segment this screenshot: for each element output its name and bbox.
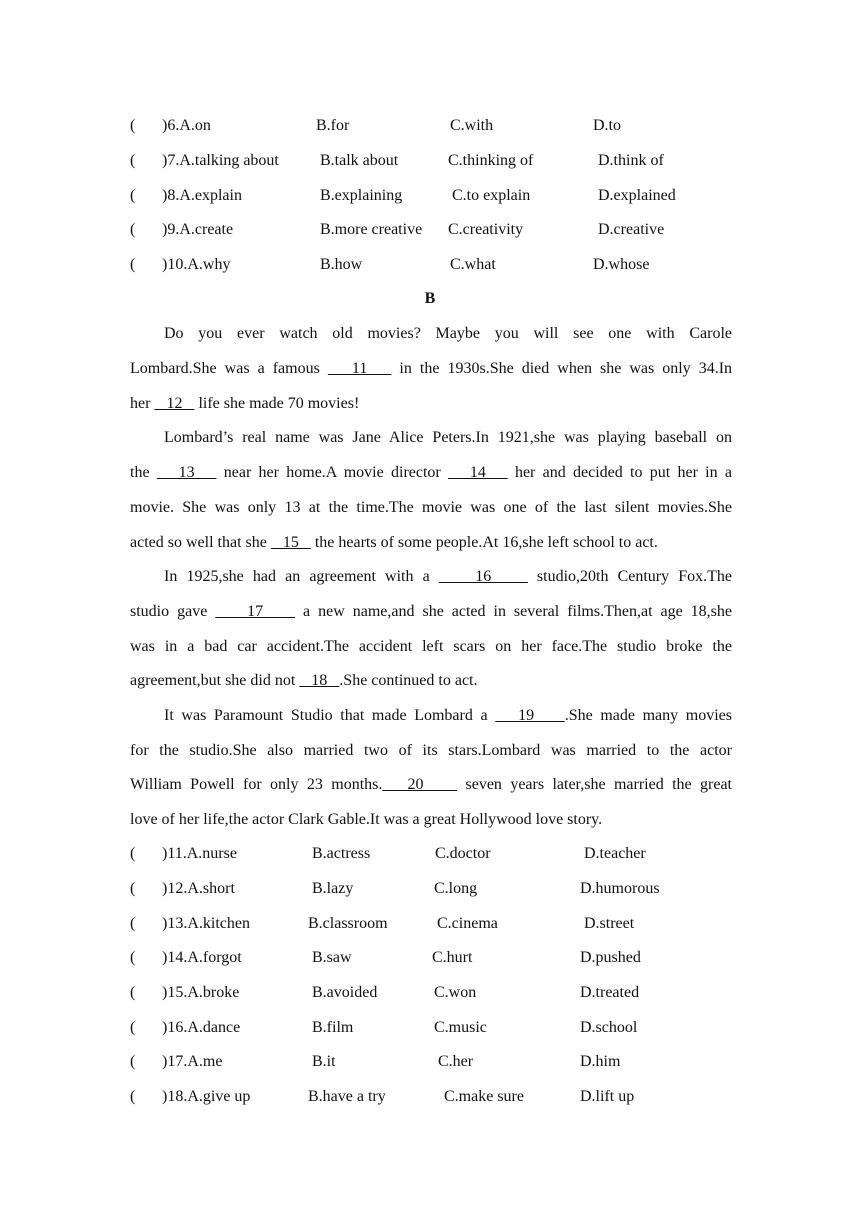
option-a: )6.A.on [162, 117, 211, 134]
blank-11: 11 [327, 360, 392, 377]
option-a: )18.A.give up [162, 1088, 251, 1105]
option-c: C.doctor [435, 845, 491, 862]
passage-line: Do you ever watch old movies? Maybe you will see one with Carole [164, 325, 732, 342]
option-b: B.it [312, 1053, 336, 1070]
passage-line: Lombard.She was a famous 11 in the 1930s.She died when she was only 34.In [130, 360, 733, 377]
passage-line: William Powell for only 23 months. 20 seven years later,she married the great [130, 776, 733, 793]
option-c: C.with [450, 117, 494, 134]
option-c: C.to explain [452, 187, 531, 204]
option-c: C.music [434, 1019, 487, 1036]
option-d: D.him [580, 1053, 621, 1070]
blank-15: 15 [270, 534, 311, 551]
option-a: )8.A.explain [162, 187, 242, 204]
option-a: )14.A.forgot [162, 949, 242, 966]
option-d: D.street [584, 915, 635, 932]
blank-16: 16 [438, 568, 528, 585]
option-d: D.school [580, 1019, 638, 1036]
option-c: C.make sure [444, 1088, 524, 1105]
option-b: B.classroom [308, 915, 388, 932]
option-a: )11.A.nurse [162, 845, 237, 862]
answer-paren: ( [130, 152, 136, 169]
option-c: C.thinking of [448, 152, 534, 169]
option-b: B.lazy [312, 880, 354, 897]
passage-line: Lombard’s real name was Jane Alice Peters.In 1921,she was playing baseball on [164, 429, 732, 446]
passage-line: studio gave 17 a new name,and she acted in several films.Then,at age 18,she [130, 603, 733, 620]
answer-paren: ( [130, 845, 136, 862]
option-c: C.long [434, 880, 478, 897]
blank-18: 18 [299, 672, 340, 689]
answer-paren: ( [130, 1019, 136, 1036]
passage-line: acted so well that she 15 the hearts of some people.At 16,she left school to act. [130, 534, 658, 551]
answer-paren: ( [130, 880, 136, 897]
passage-line: love of her life,the actor Clark Gable.It was a great Hollywood love story. [130, 811, 603, 828]
blank-12: 12 [154, 395, 195, 412]
option-d: D.lift up [580, 1088, 635, 1105]
passage-line: movie. She was only 13 at the time.The movie was one of the last silent movies.She [130, 499, 732, 516]
blank-20: 20 [382, 776, 458, 793]
passage-line: her 12 life she made 70 movies! [130, 395, 360, 412]
option-d: D.creative [598, 221, 665, 238]
option-a: )7.A.talking about [162, 152, 279, 169]
blank-17: 17 [215, 603, 296, 620]
option-b: B.explaining [320, 187, 403, 204]
option-b: B.actress [312, 845, 371, 862]
option-b: B.more creative [320, 221, 423, 238]
option-d: D.pushed [580, 949, 641, 966]
option-b: B.saw [312, 949, 352, 966]
option-c: C.her [438, 1053, 474, 1070]
answer-paren: ( [130, 915, 136, 932]
passage-line: the 13 near her home.A movie director 14 her and decided to put her in a [130, 464, 733, 481]
option-a: )17.A.me [162, 1053, 223, 1070]
option-b: B.film [312, 1019, 354, 1036]
passage-line: agreement,but she did not 18 .She continued to act. [130, 672, 478, 689]
section-title: B [424, 290, 436, 307]
option-c: C.hurt [432, 949, 473, 966]
answer-paren: ( [130, 1053, 136, 1070]
option-d: D.to [593, 117, 621, 134]
option-b: B.how [320, 256, 363, 273]
option-d: D.think of [598, 152, 664, 169]
answer-paren: ( [130, 221, 136, 238]
option-b: B.for [316, 117, 350, 134]
option-a: )15.A.broke [162, 984, 240, 1001]
answer-paren: ( [130, 187, 136, 204]
answer-paren: ( [130, 256, 136, 273]
answer-paren: ( [130, 949, 136, 966]
option-a: )12.A.short [162, 880, 235, 897]
answer-paren: ( [130, 984, 136, 1001]
option-b: B.talk about [320, 152, 399, 169]
answer-paren: ( [130, 117, 136, 134]
option-d: D.humorous [580, 880, 660, 897]
passage-line: In 1925,she had an agreement with a 16 studio,20th Century Fox.The [164, 568, 733, 585]
option-d: D.teacher [584, 845, 646, 862]
option-b: B.have a try [308, 1088, 386, 1105]
blank-13: 13 [156, 464, 217, 481]
option-a: )9.A.create [162, 221, 234, 238]
blank-14: 14 [448, 464, 508, 481]
option-a: )16.A.dance [162, 1019, 241, 1036]
option-a: )10.A.why [162, 256, 231, 273]
option-d: D.whose [593, 256, 650, 273]
option-c: C.what [450, 256, 496, 273]
option-a: )13.A.kitchen [162, 915, 250, 932]
passage-line: for the studio.She also married two of its stars.Lombard was married to the actor [130, 742, 732, 759]
option-c: C.won [434, 984, 477, 1001]
passage-line: was in a bad car accident.The accident left scars on her face.The studio broke the [130, 638, 732, 655]
option-d: D.explained [598, 187, 676, 204]
answer-paren: ( [130, 1088, 136, 1105]
blank-19: 19 [495, 707, 565, 724]
option-c: C.cinema [437, 915, 498, 932]
option-b: B.avoided [312, 984, 378, 1001]
option-c: C.creativity [448, 221, 524, 238]
option-d: D.treated [580, 984, 640, 1001]
passage-line: It was Paramount Studio that made Lombard a 19 .She made many movies [164, 707, 733, 724]
